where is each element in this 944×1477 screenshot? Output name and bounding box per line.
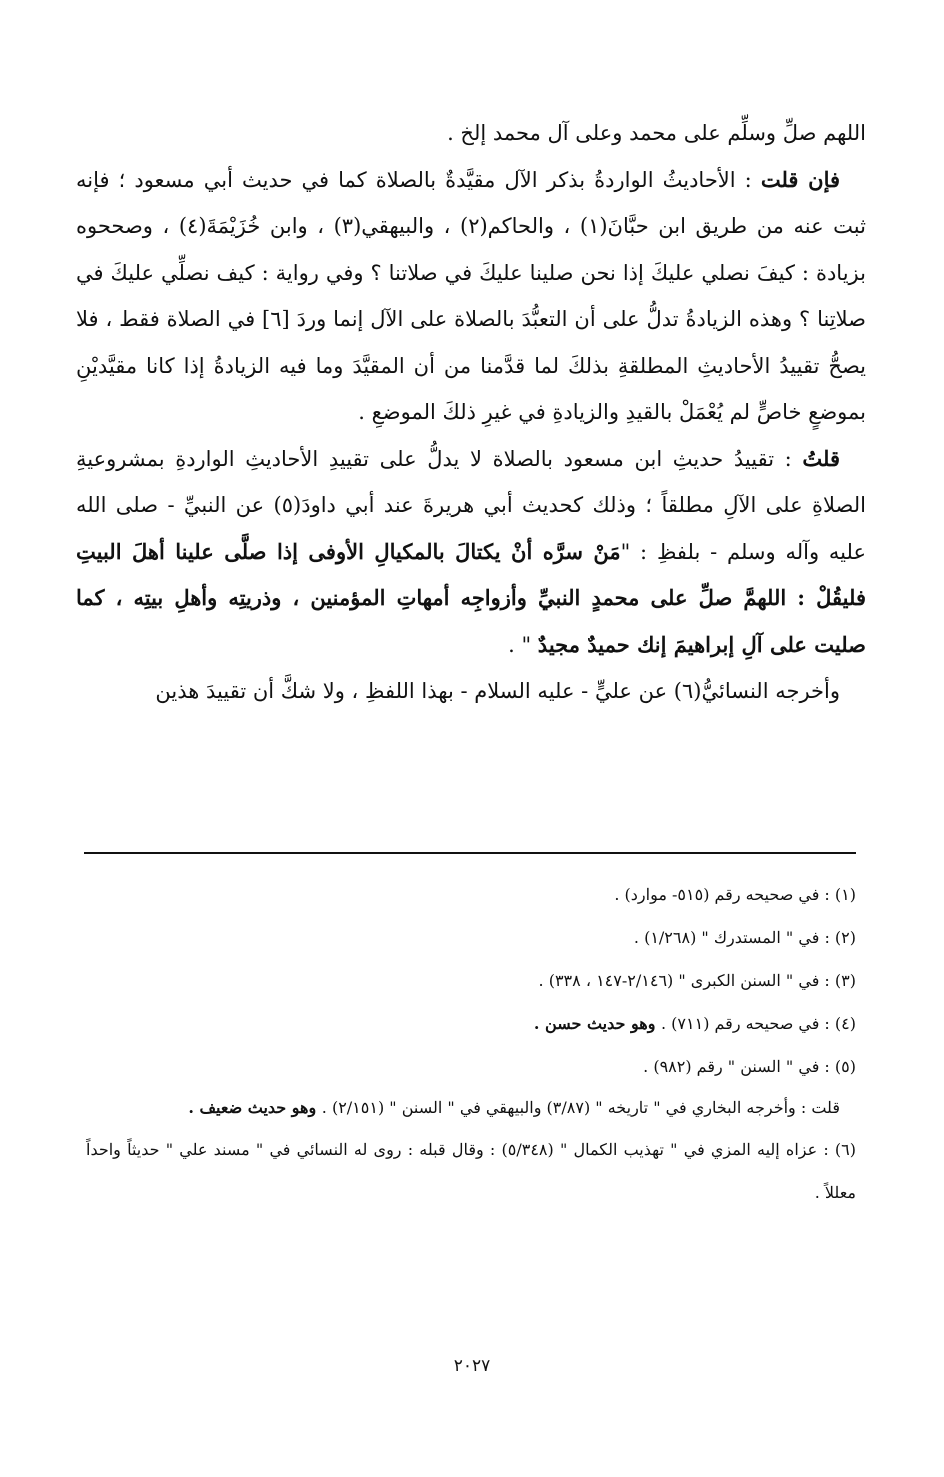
footnote-5: (٥) : في " السنن " رقم (٩٨٢) . (643, 1057, 856, 1076)
paragraph-2-lead: فإن قلت (760, 166, 840, 192)
footnote-3: (٣) : في " السنن الكبرى " (٢/١٤٦-١٤٧ ، ٣٣٨) . (538, 971, 856, 990)
footnote-4-grade: وهو حديث حسن . (533, 1014, 661, 1033)
footnote-1: (١) : في صحيحه رقم (٥١٥- موارد) . (614, 885, 856, 904)
paragraph-2-text: : الأحاديثُ الواردةُ بذكر الآل مقيَّدةٌ بالصلاة كما في حديث أبي مسعود ؛ فإنه ثبت عنه من طريق ابن حبَّانَ(١) ، والحاكم(٢) ، والبيهقي(٣) ، وابن خُزَيْمَةَ(٤) ، وصححوه بزيادة : كيفَ نصلي عليكَ إذا نحن صلينا عليكَ في صلاتنا ؟ وفي رواية : كيف نصلِّي عليكَ في صلاتِنا ؟ وهذه الزيادةُ تدلُّ على أن التعبُّدَ بالصلاة على الآل إنما وردَ [٦] في الصلاة فقط ، فلا يصحُّ تقييدُ الأحاديثِ المطلقةِ بذلكَ لما قدَّمنا من أن المقيَّدَ وما فيه الزيادةُ إذا كانا مقيَّديْنِ بموضعٍ خاصٍّ لم يُعْمَلْ بالقيدِ والزيادةِ في غيرِ ذلكَ الموضعِ . (76, 167, 867, 424)
paragraph-3-text: : تقييدُ حديثِ ابن مسعود بالصلاة لا يدلُّ على تقييدِ الأحاديثِ الواردةِ بمشروعيةِ الصلاةِ على الآلِ مطلقاً ؛ وذلك كحديث أبي هريرةَ عند أبي داودَ(٥) عن النبيِّ - صلى الله عليه وآله وسلم - بلفظِ : " (76, 446, 866, 564)
footnote-5-grade: وهو حديث ضعيف . (188, 1098, 322, 1117)
footnote-4 (86, 1002, 856, 1045)
paragraph-1-text: اللهم صلِّ وسلِّم على محمد وعلى آل محمد إلخ . (447, 121, 866, 145)
paragraph-3-lead: قلتُ (802, 445, 840, 471)
paragraph-3-end: " . (508, 632, 538, 657)
footnotes (86, 873, 856, 1214)
page-number: ٢٠٢٧ (453, 1356, 491, 1376)
footnote-6: (٦) : عزاه إليه المزي في " تهذيب الكمال " (٥/٣٤٨) : وقال قبله : روى له النسائي في " مسند علي " حديثاً واحداً معللاً . (86, 1140, 856, 1202)
paragraph-4 (76, 668, 866, 715)
paragraph-4-text: وأخرجه النسائيُّ(٦) عن عليٍّ - عليه السلام - بهذا اللفظِ ، ولا شكَّ أن تقييدَ هذين (155, 679, 840, 703)
paragraph-1 (76, 110, 866, 157)
hadith-quote: مَنْ سرَّه أنْ يكتالَ بالمكيالِ الأوفى إذا صلَّى علينا أهلَ البيتِ فليقُلْ : اللهمَّ صلِّ على محمدٍ النبيِّ وأزواجِه أمهاتِ المؤمنين ، وذريتِه وأهلِ بيتِه ، كما صليت على آلِ إبراهيمَ إنك حميدٌ مجيدٌ (76, 538, 866, 657)
paragraph-2 (76, 157, 866, 436)
main-text (76, 110, 866, 715)
footnote-4-text: (٤) : في صحيحه رقم (٧١١) . (660, 1014, 856, 1033)
footnote-separator (84, 852, 856, 854)
footnote-2: (٢) : في " المستدرك " (١/٢٦٨) . (633, 928, 856, 947)
footnote-5-cont-text: قلت : وأخرجه البخاري في " تاريخه " (٣/٨٧) والبيهقي في " السنن " (٢/١٥١) . (321, 1098, 840, 1117)
paragraph-3 (76, 436, 866, 669)
footnote-5-continuation (86, 1088, 856, 1128)
